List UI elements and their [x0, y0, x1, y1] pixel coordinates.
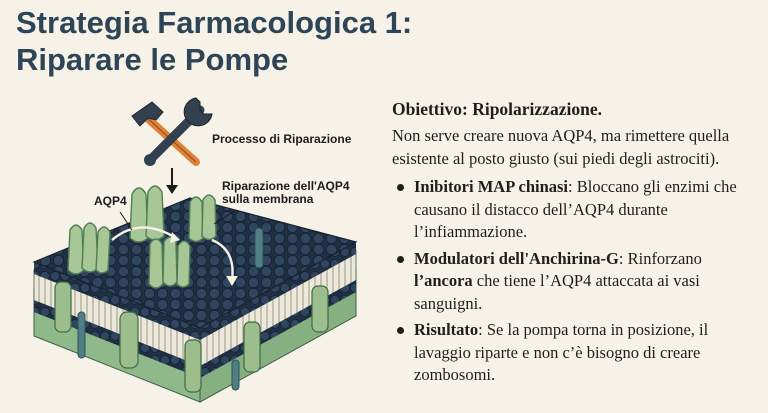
repair-label	[222, 180, 350, 206]
list-item	[392, 176, 764, 244]
bullet-term-2: l’ancora	[414, 271, 473, 290]
bullet-text: : Rinforzano	[618, 248, 702, 268]
list-item	[392, 319, 764, 387]
bullet-text: : Se la pompa torna in posizione, il lavaggio riparte e non c’è bisogno di creare zombosomi.	[414, 320, 709, 384]
objective-panel	[392, 97, 764, 391]
membrane-illustration	[0, 90, 390, 408]
slide-title	[16, 4, 412, 78]
bullet-term: Risultato	[414, 320, 479, 339]
list-item	[392, 248, 764, 316]
bullet-text: : Bloccano gli enzimi che causano il distacco dell’AQP4 durante l’infiammazione.	[414, 177, 737, 241]
process-label: Processo di Riparazione	[212, 132, 352, 146]
strategy-list	[392, 176, 764, 387]
objective-title: Obiettivo: Ripolarizzazione.	[392, 99, 602, 119]
title-line-1: Strategia Farmacologica 1:	[16, 5, 413, 40]
bullet-text-2: che tiene l’AQP4 attaccata ai vasi sanguigni.	[414, 271, 700, 313]
objective-text: Non serve creare nuova AQP4, ma rimettere quella esistente al posto giusto (sui piedi degli astrociti).	[392, 126, 730, 168]
aqp4-label: AQP4	[94, 194, 127, 208]
hammer-wrench-icon	[132, 98, 212, 166]
bullet-term: Modulatori dell'Anchirina-G	[414, 248, 619, 268]
bullet-term: Inibitori MAP chinasi	[414, 177, 569, 196]
title-line-2: Riparare le Pompe	[16, 42, 289, 77]
repair-label-line-2: sulla membrana	[222, 192, 314, 206]
arrow-down-icon	[166, 168, 178, 194]
repair-label-line-1: Riparazione dell'AQP4	[222, 179, 350, 193]
